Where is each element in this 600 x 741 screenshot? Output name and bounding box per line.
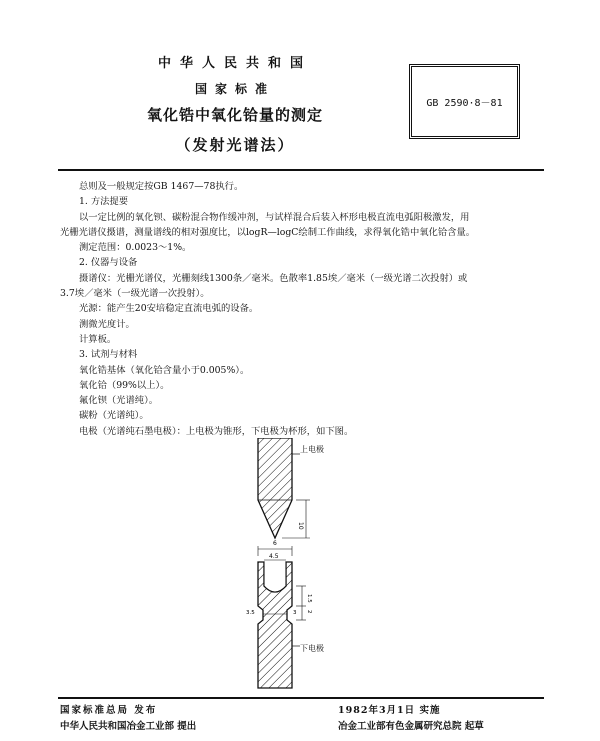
text-line: 光源：能产生20安培稳定直流电弧的设备。 xyxy=(79,303,259,315)
text-line: 碳粉（光谱纯）。 xyxy=(79,410,149,422)
dim-total-width: 6 xyxy=(273,540,277,547)
upper-electrode-label: 上电极 xyxy=(300,445,324,454)
issuer: 国家标准总局 发布 xyxy=(60,705,158,716)
document-subtitle: （发射光谱法） xyxy=(175,136,295,154)
text-line: 光栅光谱仪摄谱，测量谱线的相对强度比，以logR—logC绘制工作曲线，求得氧化锆中氧化铪含量。 xyxy=(60,226,476,238)
text-line: 测微光度计。 xyxy=(79,318,135,330)
text-line: 测定范围：0.0023～1%。 xyxy=(79,242,192,254)
drafter: 冶金工业部有色金属研究总院 起草 xyxy=(338,721,484,732)
implementation-date: 1982年3月1日 实施 xyxy=(338,705,441,716)
dim-neck-height: 3 xyxy=(293,610,297,616)
width-dimension xyxy=(258,540,292,560)
dim-cone-height: 10 xyxy=(297,522,304,530)
section-heading: 3. 试剂与材料 xyxy=(79,349,138,361)
proposer: 中华人民共和国冶金工业部 提出 xyxy=(60,721,197,732)
text-line: 电极（光谱纯石墨电极）：上电极为锥形，下电极为杯形，如下图。 xyxy=(79,425,354,437)
text-line: 以一定比例的氧化钡、碳粉混合物作缓冲剂，与试样混合后装入杯形电极直流电弧阳极激发，用 xyxy=(79,211,470,223)
upper-electrode xyxy=(258,438,292,538)
text-line: 氟化钡（光谱纯）。 xyxy=(79,395,159,407)
standard-number: GB 2590·8－81 xyxy=(426,98,503,109)
text-line: 总则及一般规定按GB 1467—78执行。 xyxy=(79,181,244,192)
text-line: 摄谱仪：光栅光谱仪，光栅刻线1300条／毫米。色散率1.85埃／毫米（一级光谱二次投射）或 xyxy=(79,272,468,284)
text-line: 计算板。 xyxy=(79,333,117,345)
section-heading: 2. 仪器与设备 xyxy=(79,257,138,269)
standard-type: 国家标准 xyxy=(194,82,275,96)
section-heading: 1. 方法提要 xyxy=(79,196,129,208)
country-name: 中华人民共和国 xyxy=(157,56,312,71)
document-title: 氧化锆中氧化铪量的测定 xyxy=(146,106,323,124)
standard-number-box xyxy=(409,64,520,139)
body-text xyxy=(60,179,540,439)
text-line: 3.7埃／毫米（一级光谱一次投射）。 xyxy=(60,288,210,300)
top-divider xyxy=(58,169,544,171)
dim-cup-inner-width: 4.5 xyxy=(269,553,279,560)
dim-neck-width: 3.5 xyxy=(246,610,255,616)
text-line: 氧化铪（99%以上）。 xyxy=(79,379,170,391)
bottom-divider xyxy=(58,697,544,699)
dim-cup-depth: 1.5 xyxy=(306,594,312,603)
dim-step-height: 2 xyxy=(306,610,312,614)
lower-electrode-label: 下电极 xyxy=(300,644,324,653)
text-line: 氧化锆基体（氧化铪含量小于0.005%）。 xyxy=(79,364,250,376)
lower-electrode xyxy=(258,562,292,688)
